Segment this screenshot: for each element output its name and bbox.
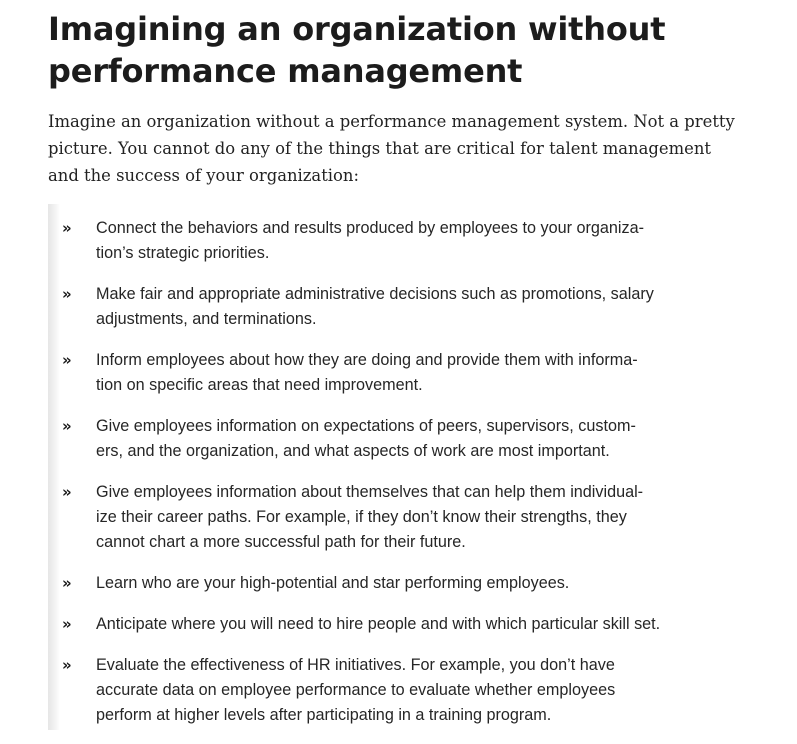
double-chevron-bullet-icon: » (62, 656, 69, 674)
list-item-line: tion’s strategic priorities. (96, 244, 270, 262)
list-item-line: ize their career paths. For example, if they don’t know their strengths, they (96, 508, 627, 526)
double-chevron-bullet-icon: » (62, 417, 69, 435)
list-item-line: Make fair and appropriate administrative decisions such as promotions, salary (96, 285, 654, 303)
bullet-list-sidebar-bar (48, 204, 60, 730)
list-item (62, 571, 782, 596)
double-chevron-bullet-icon: » (62, 285, 69, 303)
list-item-line: Inform employees about how they are doing and provide them with informa- (96, 351, 638, 369)
double-chevron-bullet-icon: » (62, 351, 69, 369)
list-item-line: tion on specific areas that need improvement. (96, 376, 423, 394)
list-item (62, 612, 782, 637)
intro-line: Imagine an organization without a performance management system. Not a pretty (48, 112, 735, 131)
list-item (62, 653, 782, 728)
list-item-line: perform at higher levels after participating in a training program. (96, 706, 552, 724)
double-chevron-bullet-icon: » (62, 483, 69, 501)
list-item (62, 480, 782, 555)
intro-paragraph (48, 108, 783, 189)
list-item (62, 348, 782, 398)
critical-activities-list (62, 216, 782, 744)
intro-line: picture. You cannot do any of the things that are critical for talent management (48, 139, 711, 158)
list-item (62, 216, 782, 266)
double-chevron-bullet-icon: » (62, 574, 69, 592)
double-chevron-bullet-icon: » (62, 219, 69, 237)
list-item-line: adjustments, and terminations. (96, 310, 317, 328)
list-item-line: accurate data on employee performance to evaluate whether employees (96, 681, 616, 699)
heading-line: Imagining an organization without (48, 10, 666, 48)
intro-line: and the success of your organization: (48, 166, 359, 185)
list-item-line: Anticipate where you will need to hire people and with which particular skill set. (96, 615, 661, 633)
heading-line: performance management (48, 52, 523, 90)
list-item (62, 414, 782, 464)
list-item (62, 282, 782, 332)
list-item-line: Connect the behaviors and results produced by employees to your organiza- (96, 219, 644, 237)
list-item-line: Give employees information about themselves that can help them individual- (96, 483, 644, 501)
list-item-line: cannot chart a more successful path for their future. (96, 533, 466, 551)
list-item-line: Evaluate the effectiveness of HR initiatives. For example, you don’t have (96, 656, 615, 674)
list-item-line: Give employees information on expectations of peers, supervisors, custom- (96, 417, 636, 435)
list-item-line: Learn who are your high-potential and star performing employees. (96, 574, 570, 592)
section-heading (48, 8, 768, 92)
list-item-line: ers, and the organization, and what aspects of work are most important. (96, 442, 610, 460)
double-chevron-bullet-icon: » (62, 615, 69, 633)
